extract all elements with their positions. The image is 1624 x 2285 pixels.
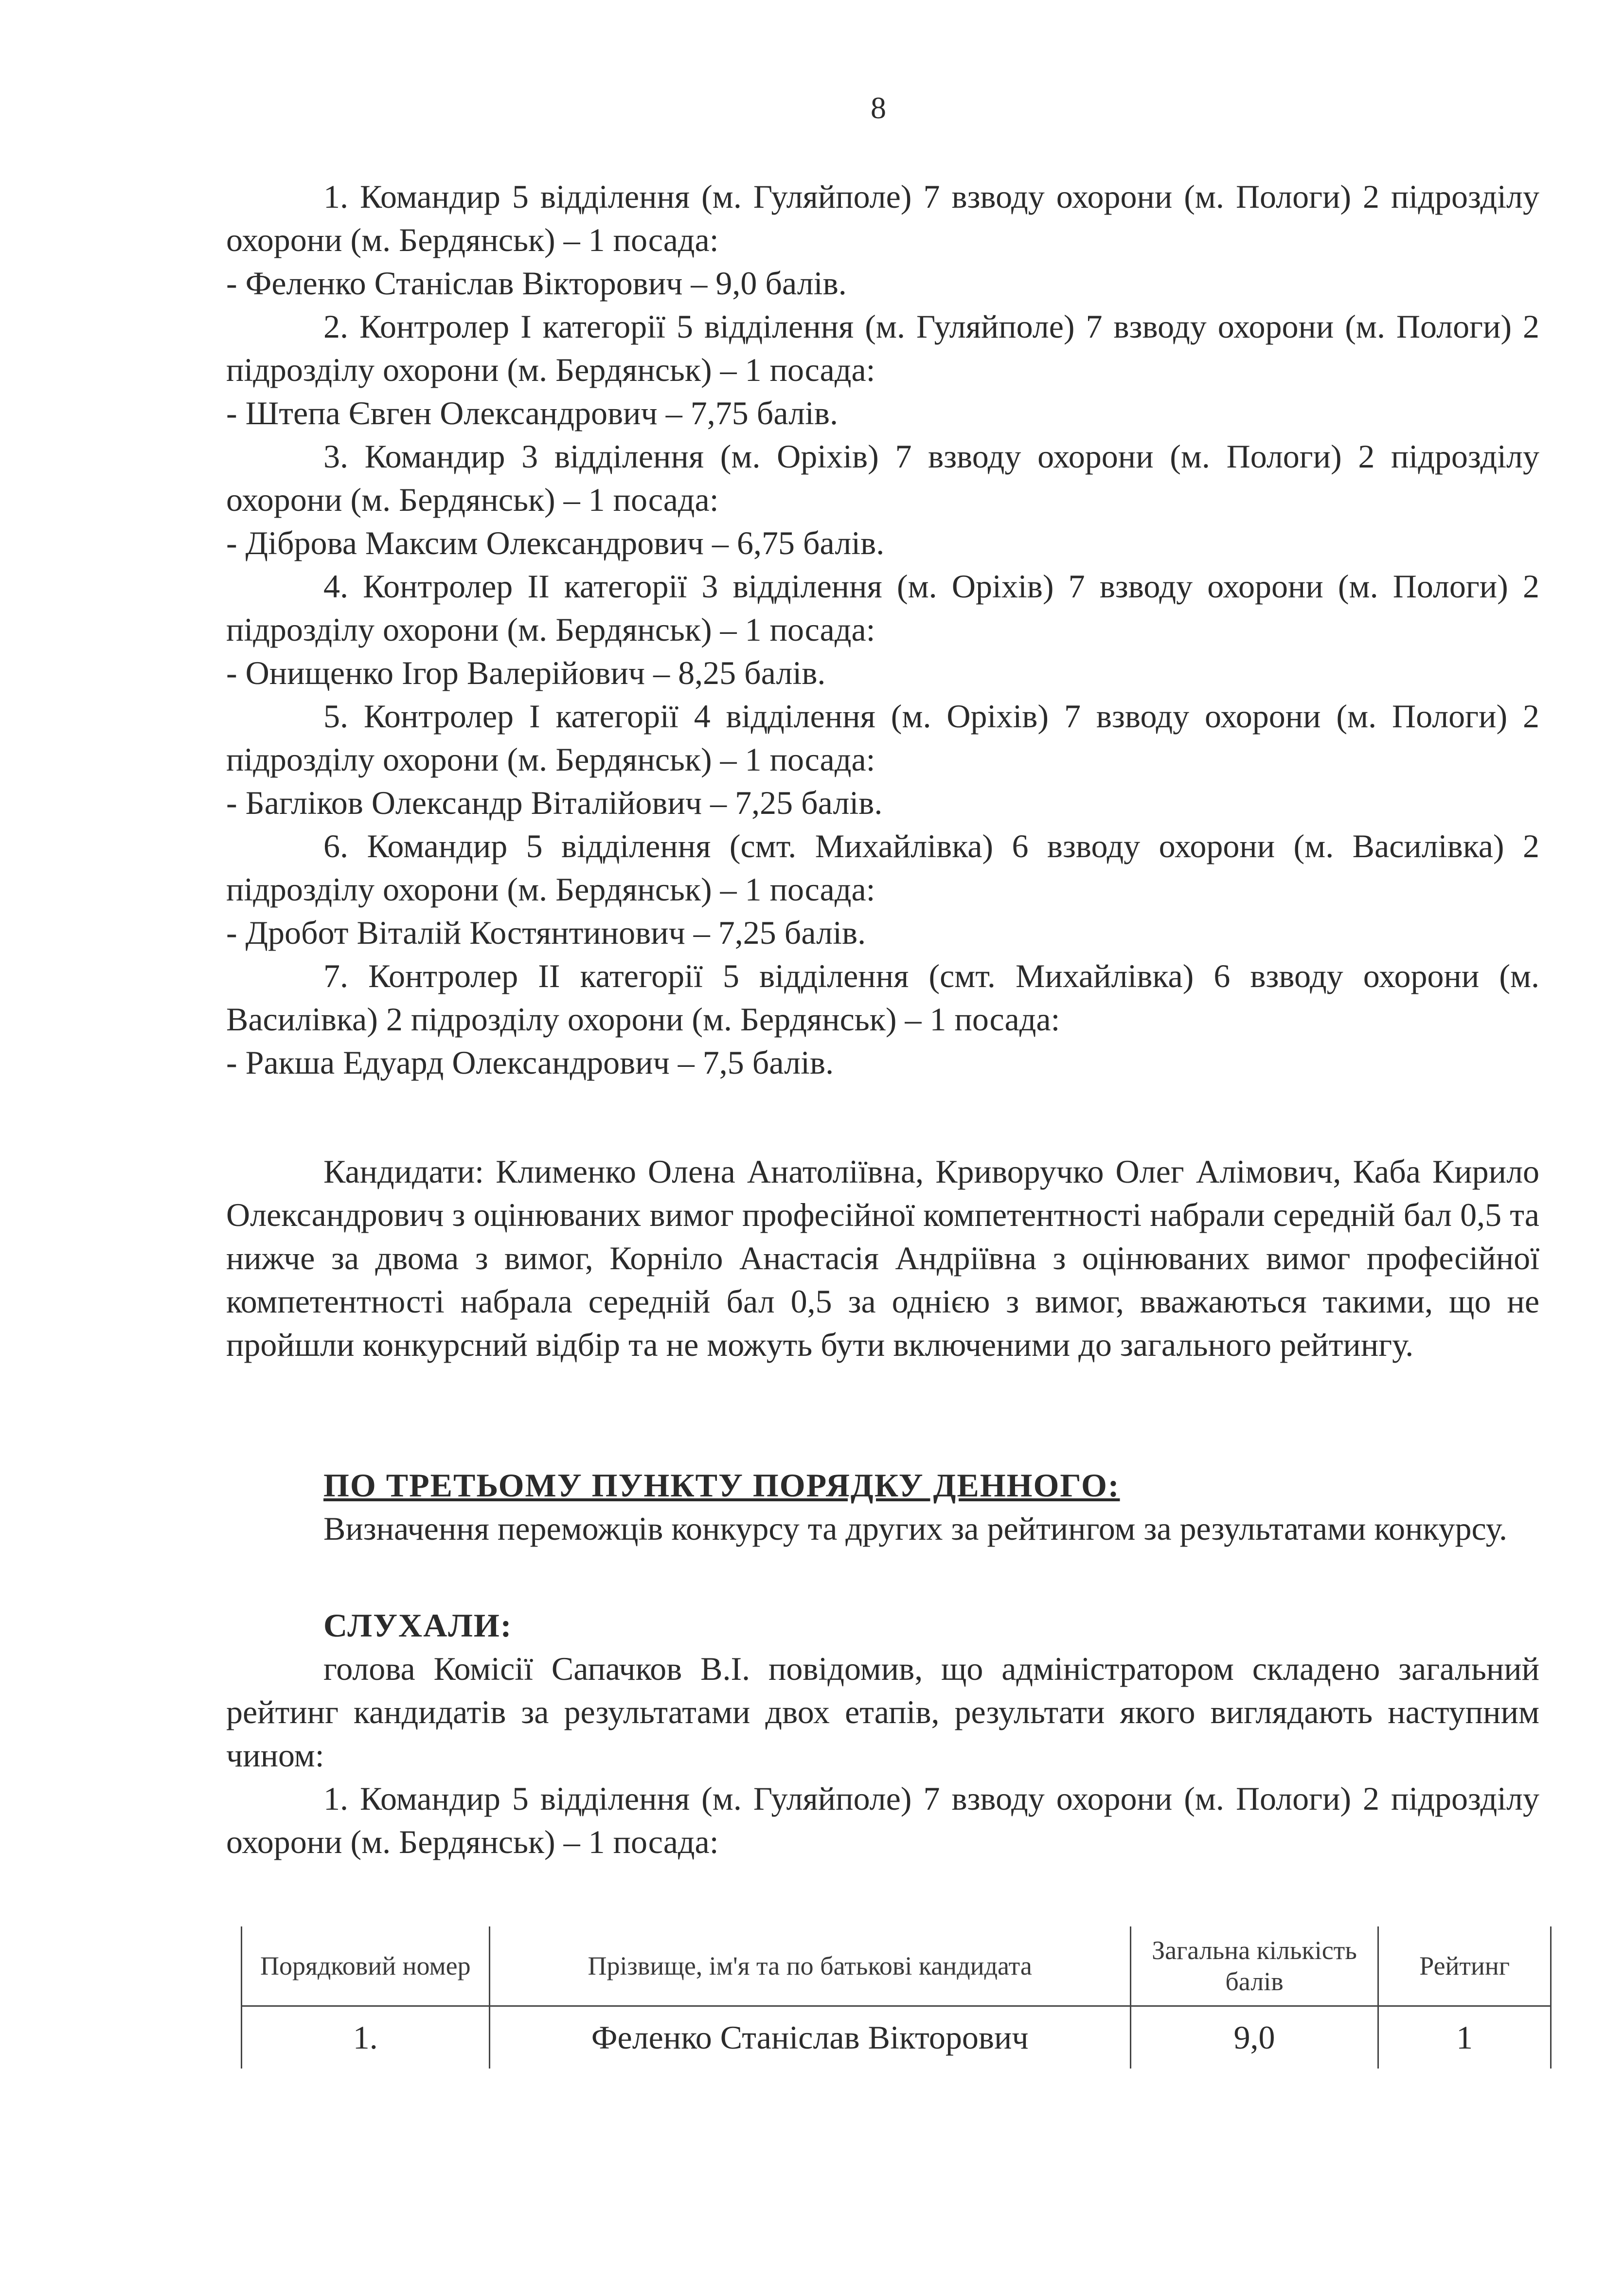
- header-name: Прізвище, ім'я та по батькові кандидата: [489, 1926, 1130, 2006]
- header-score: Загальна кількість балів: [1130, 1926, 1378, 2006]
- header-rank: Рейтинг: [1378, 1926, 1551, 2006]
- candidate-line: - Феленко Станіслав Вікторович – 9,0 балів.: [226, 265, 847, 302]
- rating-table: [241, 1926, 1552, 2069]
- candidate-line: - Онищенко Ігор Валерійович – 8,25 балів.: [226, 654, 826, 691]
- section-heading: ПО ТРЕТЬОМУ ПУНКТУ ПОРЯДКУ ДЕННОГО:: [323, 1467, 1120, 1504]
- document-body: [226, 175, 1539, 1864]
- candidate-line: - Діброва Максим Олександрович – 6,75 балів.: [226, 524, 885, 561]
- cell-rank: 1: [1378, 2006, 1551, 2069]
- table-header-row: [242, 1926, 1551, 2006]
- page-number: 8: [871, 90, 886, 125]
- heard-text: голова Комісії Сапачков В.І. повідомив, що адміністратором складено загальний рейтинг кандидатів за результатами двох етапів, результати якого виглядають наступним чином:: [226, 1650, 1539, 1774]
- cell-number: 1.: [242, 2006, 490, 2069]
- candidate-line: - Ракша Едуард Олександрович – 7,5 балів.: [226, 1044, 834, 1081]
- position-paragraph: 5. Контролер I категорії 4 відділення (м. Оріхів) 7 взводу охорони (м. Пологи) 2 підрозділу охорони (м. Бердянськ) – 1 посада:: [226, 698, 1539, 778]
- heard-heading: СЛУХАЛИ:: [323, 1607, 513, 1644]
- position-paragraph: 2. Контролер I категорії 5 відділення (м. Гуляйполе) 7 взводу охорони (м. Пологи) 2 підрозділу охорони (м. Бердянськ) – 1 посада:: [226, 308, 1539, 388]
- cell-score: 9,0: [1130, 2006, 1378, 2069]
- header-number: Порядковий номер: [242, 1926, 490, 2006]
- section-text: Визначення переможців конкурсу та других за рейтингом за результатами конкурсу.: [323, 1510, 1507, 1547]
- rating-position: 1. Командир 5 відділення (м. Гуляйполе) 7 взводу охорони (м. Пологи) 2 підрозділу охорони (м. Бердянськ) – 1 посада:: [226, 1780, 1539, 1860]
- position-paragraph: 7. Контролер II категорії 5 відділення (смт. Михайлівка) 6 взводу охорони (м. Василівка) 2 підрозділу охорони (м. Бердянськ) – 1 посада:: [226, 957, 1539, 1038]
- candidate-line: - Штепа Євген Олександрович – 7,75 балів.: [226, 395, 839, 432]
- table-row: [242, 2006, 1551, 2069]
- cell-name: Феленко Станіслав Вікторович: [489, 2006, 1130, 2069]
- position-paragraph: 4. Контролер II категорії 3 відділення (м. Оріхів) 7 взводу охорони (м. Пологи) 2 підрозділу охорони (м. Бердянськ) – 1 посада:: [226, 568, 1539, 648]
- candidate-line: - Багліков Олександр Віталійович – 7,25 балів.: [226, 784, 883, 821]
- candidate-line: - Дробот Віталій Костянтинович – 7,25 балів.: [226, 914, 866, 951]
- position-paragraph: 6. Командир 5 відділення (смт. Михайлівка) 6 взводу охорони (м. Василівка) 2 підрозділу охорони (м. Бердянськ) – 1 посада:: [226, 828, 1539, 908]
- position-paragraph: 3. Командир 3 відділення (м. Оріхів) 7 взводу охорони (м. Пологи) 2 підрозділу охорони (м. Бердянськ) – 1 посада:: [226, 438, 1539, 518]
- candidates-note: Кандидати: Клименко Олена Анатоліївна, Криворучко Олег Алімович, Каба Кирило Олександрович з оцінюваних вимог професійної компетентності набрали середній бал 0,5 та нижче за двома з вимог, Корніло Анастасія Андріївна з оцінюваних вимог професійної компетентності набрала середній бал 0,5 за однією з вимог, вважаються такими, що не пройшли конкурсний відбір та не можуть бути включеними до загального рейтингу.: [226, 1153, 1539, 1363]
- position-paragraph: 1. Командир 5 відділення (м. Гуляйполе) 7 взводу охорони (м. Пологи) 2 підрозділу охорони (м. Бердянськ) – 1 посада:: [226, 178, 1539, 258]
